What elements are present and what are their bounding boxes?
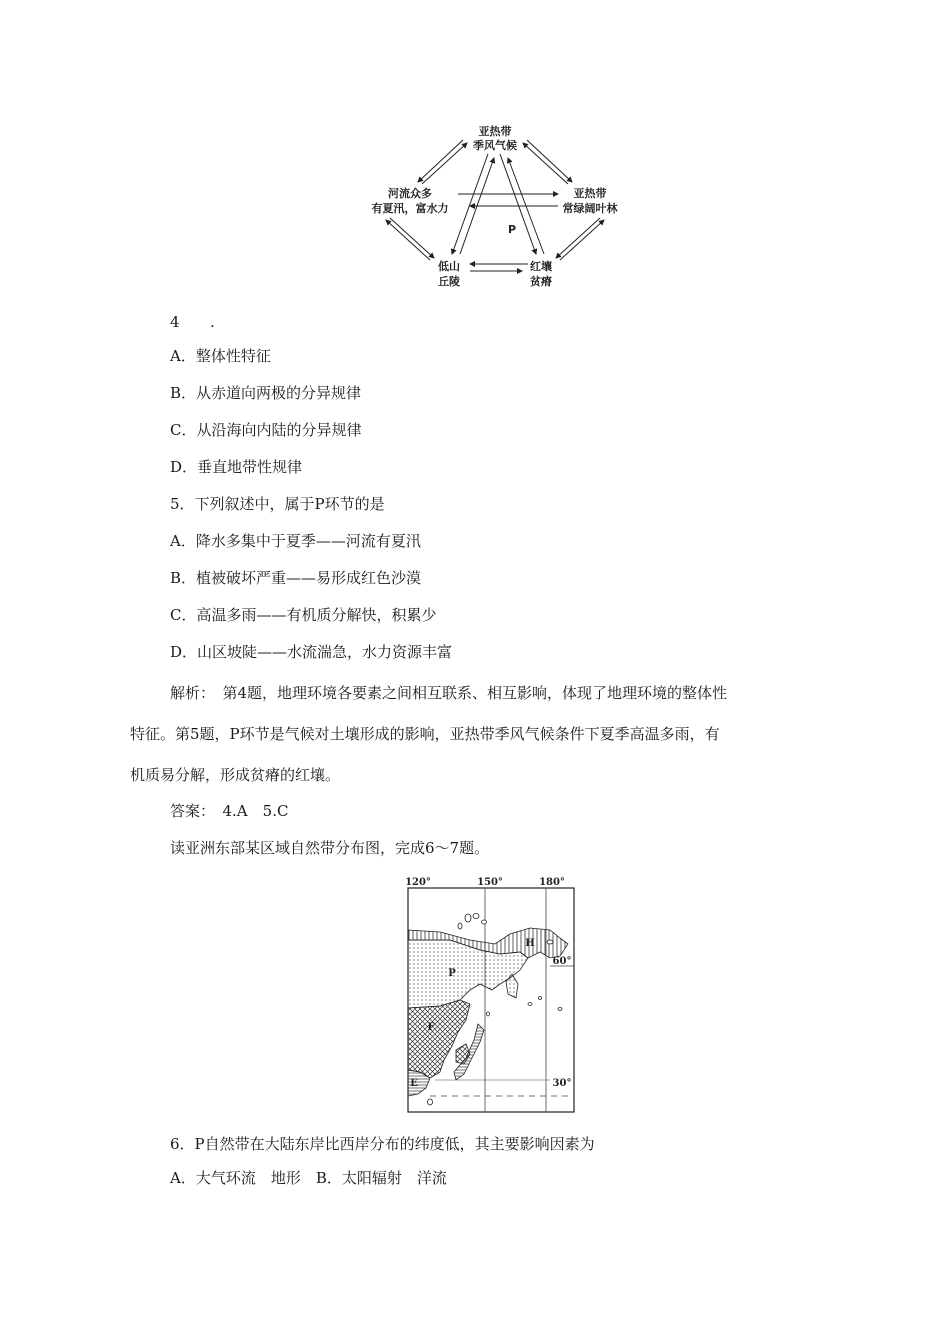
island [428, 1099, 433, 1105]
lat-label-30: 30° [552, 1078, 572, 1089]
arrow-bottom-right-to-right [560, 220, 604, 260]
arrow-right-to-top [523, 143, 568, 184]
island [558, 1008, 562, 1011]
zone-label-f: F [427, 1022, 435, 1033]
answer-line: 答案： 4.A 5.C [170, 802, 289, 820]
arrow-right-to-bottom-right [556, 218, 600, 258]
lon-label-180: 180° [539, 877, 565, 888]
arrow-top-to-right [527, 140, 572, 182]
arrow-top-to-left [418, 140, 463, 182]
island [487, 1012, 490, 1016]
top-node-line2: 季风气候 [473, 139, 517, 152]
analysis-line-2: 特征。第5题，P环节是气候对土壤形成的影响，亚热带季风气候条件下夏季高温多雨，有 [130, 725, 720, 743]
bottom-left-node-line1: 低山 [438, 260, 460, 273]
arrow-top-to-bottom-left [452, 154, 488, 254]
analysis-line-3: 机质易分解，形成贫瘠的红壤。 [130, 766, 341, 784]
bottom-right-node-line2: 贫瘠 [530, 275, 552, 288]
lat-label-60: 60° [552, 956, 572, 967]
island [528, 1003, 532, 1006]
lon-label-150: 150° [477, 877, 503, 888]
right-node-line2: 常绿阔叶林 [562, 202, 618, 215]
island [539, 997, 542, 1000]
island [473, 914, 479, 919]
q4-option-c: C．从沿海向内陆的分异规律 [170, 421, 362, 439]
question-4-number: 4 [170, 313, 180, 331]
q4-option-d: D．垂直地带性规律 [170, 458, 303, 476]
climate-soil-relationship-diagram [360, 118, 630, 293]
q4-option-b: B．从赤道向两极的分异规律 [170, 384, 362, 402]
diagram-svg [360, 118, 630, 293]
q4-option-a: A．整体性特征 [170, 347, 271, 365]
question-4-dot: . [210, 313, 215, 331]
island [547, 940, 553, 944]
zone-label-p: P [448, 968, 456, 979]
zone-label-h: H [525, 938, 535, 949]
lon-label-120: 120° [405, 877, 431, 888]
q5-option-a: A．降水多集中于夏季——河流有夏汛 [170, 532, 421, 550]
q5-option-c: C．高温多雨——有机质分解快，积累少 [170, 606, 437, 624]
island [465, 914, 471, 922]
top-node-line1: 亚热带 [478, 125, 512, 138]
map-intro: 读亚洲东部某区域自然带分布图，完成6～7题。 [170, 839, 490, 857]
east-asia-natural-zone-map [400, 874, 580, 1116]
p-label: P [507, 223, 517, 236]
island [482, 920, 487, 924]
question-6-stem: 6．P自然带在大陆东岸比西岸分布的纬度低，其主要影响因素为 [170, 1135, 595, 1153]
left-node-line1: 河流众多 [388, 187, 432, 200]
analysis-line-1: 解析： 第4题，地理环境各要素之间相互联系、相互影响，体现了地理环境的整体性 [170, 684, 728, 702]
question-5-stem: 5．下列叙述中，属于P环节的是 [170, 495, 385, 513]
arrow-top-to-bottom-right [500, 154, 536, 254]
q5-option-d: D．山区坡陡——水流湍急，水力资源丰富 [170, 643, 453, 661]
q6-options-line: A．大气环流 地形 B．太阳辐射 洋流 [170, 1169, 447, 1187]
island [458, 923, 462, 929]
right-node-line1: 亚热带 [573, 187, 607, 200]
bottom-left-node-line2: 丘陵 [438, 275, 460, 288]
q5-option-b: B．植被破坏严重——易形成红色沙漠 [170, 569, 422, 587]
left-node-line2: 有夏汛，富水力 [371, 202, 449, 215]
arrow-left-to-top [422, 143, 467, 184]
map-svg [400, 874, 580, 1116]
arrow-left-to-bottom-left [390, 218, 434, 258]
zone-label-e: E [410, 1078, 418, 1089]
arrow-bottom-left-to-left [386, 220, 430, 260]
bottom-right-node-line1: 红壤 [530, 260, 552, 273]
